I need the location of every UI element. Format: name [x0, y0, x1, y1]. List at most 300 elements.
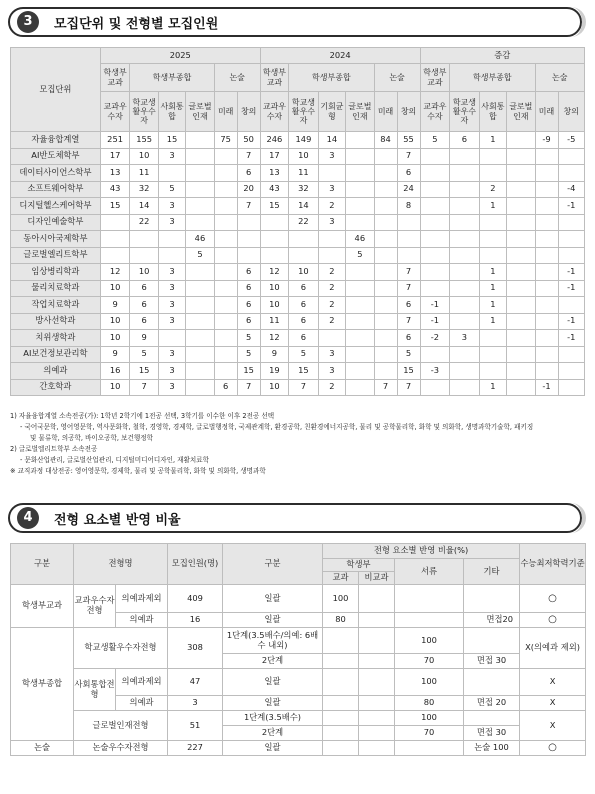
table-cell: 7: [397, 148, 420, 165]
table-cell: 11: [289, 165, 319, 182]
table-cell: 6: [397, 330, 420, 347]
count-cell: 16: [168, 613, 223, 628]
stage-cell: 일괄: [223, 585, 323, 613]
name-gyogwa-usu: 교과우수자전형: [74, 585, 116, 628]
table-cell: [450, 214, 480, 231]
table-cell: 12: [260, 330, 288, 347]
header-changui: 창의: [237, 92, 260, 132]
stage-cell: 2단계: [223, 654, 323, 669]
header-saenghwal: 학교생활우수자: [130, 92, 158, 132]
table-cell: 5: [346, 247, 374, 264]
table-cell: 10: [130, 148, 158, 165]
table-cell: 9: [130, 330, 158, 347]
section-number: 4: [17, 507, 39, 529]
table-cell: [507, 264, 535, 281]
recruitment-table: [10, 47, 585, 396]
interview-cell: 면접20: [464, 613, 520, 628]
table-cell: [158, 247, 185, 264]
header-jonghap: 학생부종합: [130, 64, 214, 92]
table-cell: [479, 346, 506, 363]
table-cell: [214, 198, 237, 215]
table-cell: 1: [479, 264, 506, 281]
table-cell: 15: [289, 363, 319, 380]
table-cell: [374, 214, 397, 231]
table-row: [11, 379, 585, 396]
header-global: 글로벌인재: [346, 92, 374, 132]
table-cell: 75: [214, 132, 237, 149]
x-mark: X: [520, 711, 586, 741]
unit-name: 디자인예술학부: [11, 214, 101, 231]
table-cell: 2: [318, 379, 345, 396]
table-cell: [214, 313, 237, 330]
table-cell: [420, 198, 450, 215]
table-cell: [535, 330, 558, 347]
table-cell: -1: [558, 313, 584, 330]
table-cell: [450, 280, 480, 297]
header-changui: 창의: [558, 92, 584, 132]
stage-cell: 일괄: [223, 613, 323, 628]
table-cell: [450, 148, 480, 165]
table-cell: [374, 297, 397, 314]
table-cell: [535, 346, 558, 363]
table-cell: [535, 280, 558, 297]
table-cell: 5: [420, 132, 450, 149]
header-gyogwa-usu: 교과우수자: [420, 92, 450, 132]
table-cell: 3: [318, 363, 345, 380]
unit-name: 방사선학과: [11, 313, 101, 330]
header-global: 글로벌인재: [507, 92, 535, 132]
unit-name: 자율융합계열: [11, 132, 101, 149]
table-cell: 10: [100, 330, 130, 347]
unit-name: 의예과: [11, 363, 101, 380]
table-cell: -1: [558, 330, 584, 347]
table-cell: [186, 181, 214, 198]
table-cell: -1: [420, 297, 450, 314]
table-cell: 10: [100, 313, 130, 330]
table-cell: 5: [237, 346, 260, 363]
table-cell: [479, 247, 506, 264]
table-cell: [479, 363, 506, 380]
table-cell: 1: [479, 198, 506, 215]
table-cell: 17: [260, 148, 288, 165]
table-cell: [507, 247, 535, 264]
table-cell: 3: [158, 264, 185, 281]
table-row: [11, 231, 585, 248]
table-cell: [260, 247, 288, 264]
table-cell: 43: [260, 181, 288, 198]
table-cell: [346, 346, 374, 363]
count-cell: 409: [168, 585, 223, 613]
table-cell: 3: [158, 198, 185, 215]
table-cell: 2: [318, 313, 345, 330]
table-cell: [450, 231, 480, 248]
table-cell: 5: [289, 346, 319, 363]
header-saeng: 학생부: [323, 559, 395, 572]
x-mark: X: [520, 696, 586, 711]
table-cell: [346, 379, 374, 396]
table-cell: [374, 181, 397, 198]
circle-mark: ○: [520, 585, 586, 613]
table-cell: [289, 231, 319, 248]
header-mirae: 미래: [214, 92, 237, 132]
footnote: ※ 교직과정 대상전공: 영어영문학, 경제학, 물리 및 공학물리학, 화학 및 의화학, 생명과학: [10, 466, 266, 475]
table-cell: 16: [100, 363, 130, 380]
table-cell: [374, 346, 397, 363]
table-cell: [535, 198, 558, 215]
table-cell: [535, 214, 558, 231]
header-mirae: 미래: [535, 92, 558, 132]
header-saenghwal: 학교생활우수자: [450, 92, 480, 132]
header-2025: 2025: [100, 48, 260, 64]
table-cell: [450, 346, 480, 363]
table-cell: 10: [289, 148, 319, 165]
table-cell: [289, 247, 319, 264]
table-cell: [214, 181, 237, 198]
table-cell: 5: [130, 346, 158, 363]
sub-uiye-excl: 의예과제외: [116, 669, 168, 696]
table-cell: [214, 264, 237, 281]
table-cell: [346, 330, 374, 347]
table-cell: 10: [130, 264, 158, 281]
table-cell: [558, 363, 584, 380]
table-cell: 7: [374, 379, 397, 396]
header-jonghap: 학생부종합: [450, 64, 535, 92]
table-cell: 14: [130, 198, 158, 215]
table-cell: 46: [346, 231, 374, 248]
table-cell: [186, 214, 214, 231]
table-cell: -1: [558, 264, 584, 281]
table-cell: [450, 313, 480, 330]
table-cell: [420, 346, 450, 363]
table-cell: [420, 165, 450, 182]
count-cell: 51: [168, 711, 223, 741]
table-cell: [507, 280, 535, 297]
value-cell: 80: [323, 613, 359, 628]
table-cell: [214, 346, 237, 363]
table-cell: 6: [450, 132, 480, 149]
table-cell: [507, 132, 535, 149]
section-3-header: [8, 7, 582, 39]
header-change: 증감: [420, 48, 584, 64]
table-cell: [346, 264, 374, 281]
table-cell: [450, 379, 480, 396]
table-cell: [374, 198, 397, 215]
table-cell: [558, 379, 584, 396]
header-gubun: 구분: [11, 544, 74, 585]
footnote: - 국어국문학, 영어영문학, 역사문화학, 철학, 경영학, 경제학, 글로벌행정학, 국제관계학, 환경공학, 친환경에너지공학, 물리 및 공학물리학, 화학 및 의화학, 생명과학기술학, 패키징: [20, 422, 534, 431]
footnote: 및 물류학, 의공학, 바이오공학, 보건행정학: [30, 433, 153, 442]
table-cell: 246: [260, 132, 288, 149]
table-row: [11, 181, 585, 198]
table-cell: [420, 181, 450, 198]
table-row: [11, 148, 585, 165]
table-cell: [374, 313, 397, 330]
name-sahoe: 사회통합전형: [74, 669, 116, 711]
table-row: [11, 132, 585, 149]
table-cell: [535, 313, 558, 330]
value-cell: 100: [395, 628, 464, 654]
table-cell: 7: [237, 379, 260, 396]
name-saenghwal: 학교생활우수자전형: [74, 628, 168, 669]
sub-uiye-excl: 의예과제외: [116, 585, 168, 613]
table-cell: [479, 148, 506, 165]
table-cell: 11: [260, 313, 288, 330]
table-cell: 3: [158, 148, 185, 165]
header-nonsul: 논술: [535, 64, 584, 92]
table-cell: [346, 363, 374, 380]
table-cell: -5: [558, 132, 584, 149]
table-cell: 17: [100, 148, 130, 165]
table-cell: 20: [237, 181, 260, 198]
table-cell: [186, 264, 214, 281]
stage-cell: 2단계: [223, 726, 323, 741]
table-cell: 10: [100, 280, 130, 297]
table-cell: [420, 280, 450, 297]
table-cell: [158, 330, 185, 347]
stage-cell: 1단계(3.5배수/의예: 6배수 내외): [223, 628, 323, 654]
table-cell: [214, 280, 237, 297]
table-cell: 7: [237, 148, 260, 165]
table-cell: [346, 181, 374, 198]
table-cell: 15: [237, 363, 260, 380]
table-cell: 10: [100, 379, 130, 396]
unit-name: 글로벌엘리트학부: [11, 247, 101, 264]
table-cell: 2: [479, 181, 506, 198]
name-global: 글로벌인재전형: [74, 711, 168, 741]
category-nonsul: 논술: [11, 741, 74, 756]
count-cell: 47: [168, 669, 223, 696]
table-cell: [507, 231, 535, 248]
table-cell: 6: [237, 165, 260, 182]
table-cell: 1: [479, 313, 506, 330]
table-cell: [186, 330, 214, 347]
header-gyogwa-usu: 교과우수자: [100, 92, 130, 132]
header-mirae: 미래: [374, 92, 397, 132]
value-cell: 100: [395, 711, 464, 726]
table-cell: [397, 247, 420, 264]
table-row: [11, 297, 585, 314]
table-cell: [186, 313, 214, 330]
stage-cell: 일괄: [223, 669, 323, 696]
essay-cell: 논술 100: [464, 741, 520, 756]
table-cell: [318, 247, 345, 264]
table-cell: [507, 379, 535, 396]
table-cell: 7: [397, 379, 420, 396]
value-cell: 70: [395, 726, 464, 741]
table-cell: [374, 148, 397, 165]
table-cell: 3: [318, 181, 345, 198]
section-title: 전형 요소별 반영 비율: [54, 513, 181, 528]
stage-cell: 1단계(3.5배수): [223, 711, 323, 726]
table-cell: 149: [289, 132, 319, 149]
table-cell: 6: [130, 313, 158, 330]
header-sahoe: 사회통합: [158, 92, 185, 132]
table-cell: 9: [100, 297, 130, 314]
table-cell: 7: [130, 379, 158, 396]
value-cell: 70: [395, 654, 464, 669]
table-cell: [535, 297, 558, 314]
table-row: [11, 330, 585, 347]
table-cell: [186, 165, 214, 182]
table-cell: 7: [397, 264, 420, 281]
table-cell: 6: [237, 264, 260, 281]
table-cell: [374, 165, 397, 182]
table-cell: [535, 231, 558, 248]
header-jeonhyeong: 전형명: [74, 544, 168, 585]
table-cell: [186, 132, 214, 149]
table-cell: 6: [397, 165, 420, 182]
table-cell: [558, 231, 584, 248]
header-ratio: 전형 요소별 반영 비율(%): [323, 544, 520, 559]
table-cell: [374, 264, 397, 281]
table-cell: [100, 231, 130, 248]
table-cell: [479, 214, 506, 231]
table-cell: [374, 231, 397, 248]
table-cell: 9: [100, 346, 130, 363]
count-cell: 308: [168, 628, 223, 669]
table-cell: [346, 297, 374, 314]
table-cell: 7: [237, 198, 260, 215]
table-cell: 19: [260, 363, 288, 380]
table-cell: [558, 247, 584, 264]
header-gyogwa: 학생부교과: [100, 64, 130, 92]
table-row: [11, 264, 585, 281]
header-seoryu: 서류: [395, 559, 464, 585]
table-cell: [558, 148, 584, 165]
table-cell: 6: [130, 280, 158, 297]
table-cell: 32: [289, 181, 319, 198]
table-cell: -4: [558, 181, 584, 198]
table-cell: [214, 247, 237, 264]
table-cell: [318, 231, 345, 248]
table-cell: [214, 231, 237, 248]
table-cell: [214, 214, 237, 231]
table-cell: [130, 247, 158, 264]
table-cell: 55: [397, 132, 420, 149]
table-cell: [346, 148, 374, 165]
table-cell: 3: [158, 313, 185, 330]
table-cell: 3: [158, 363, 185, 380]
table-cell: 6: [214, 379, 237, 396]
header-gubun2: 구분: [223, 544, 323, 585]
table-cell: [214, 148, 237, 165]
table-cell: [535, 247, 558, 264]
table-cell: [450, 264, 480, 281]
table-cell: [479, 165, 506, 182]
table-cell: 3: [318, 148, 345, 165]
table-row: [11, 363, 585, 380]
unit-name: 물리치료학과: [11, 280, 101, 297]
table-cell: [237, 247, 260, 264]
table-cell: [186, 346, 214, 363]
table-cell: [397, 231, 420, 248]
table-cell: [260, 214, 288, 231]
table-cell: [100, 214, 130, 231]
table-cell: 13: [100, 165, 130, 182]
header-saenghwal: 학교생활우수자: [289, 92, 319, 132]
value-cell: 100: [323, 585, 359, 613]
table-cell: [237, 214, 260, 231]
table-cell: 15: [260, 198, 288, 215]
header-suneung: 수능최저학력기준: [520, 544, 586, 585]
interview-cell: 면접 20: [464, 696, 520, 711]
table-row: [11, 214, 585, 231]
table-cell: [479, 330, 506, 347]
table-cell: [186, 297, 214, 314]
table-cell: [318, 165, 345, 182]
table-cell: 32: [130, 181, 158, 198]
count-cell: 227: [168, 741, 223, 756]
table-cell: 5: [397, 346, 420, 363]
table-cell: 12: [100, 264, 130, 281]
unit-name: AI반도체학부: [11, 148, 101, 165]
table-cell: 22: [289, 214, 319, 231]
count-cell: 3: [168, 696, 223, 711]
table-cell: 3: [158, 280, 185, 297]
table-cell: 10: [289, 264, 319, 281]
unit-name: 간호학과: [11, 379, 101, 396]
table-row: [11, 198, 585, 215]
header-gyogwa: 학생부교과: [420, 64, 450, 92]
table-cell: 3: [158, 379, 185, 396]
circle-mark: ○: [520, 741, 586, 756]
table-cell: [318, 330, 345, 347]
table-cell: [186, 280, 214, 297]
value-cell: 80: [395, 696, 464, 711]
table-cell: 10: [260, 379, 288, 396]
table-cell: [346, 165, 374, 182]
table-cell: 3: [158, 346, 185, 363]
table-cell: [186, 363, 214, 380]
table-cell: 3: [158, 297, 185, 314]
table-cell: [450, 247, 480, 264]
x-mark: X(의예과 제외): [520, 628, 586, 669]
table-cell: [535, 165, 558, 182]
header-gihoe: 기회균형: [318, 92, 345, 132]
table-cell: [420, 231, 450, 248]
table-row: [11, 346, 585, 363]
table-cell: [507, 198, 535, 215]
table-cell: [420, 264, 450, 281]
table-cell: 7: [397, 313, 420, 330]
table-cell: 22: [130, 214, 158, 231]
table-cell: 14: [289, 198, 319, 215]
table-cell: [558, 346, 584, 363]
table-cell: 155: [130, 132, 158, 149]
section-number: 3: [17, 11, 39, 33]
table-cell: [214, 363, 237, 380]
unit-name: 동아시아국제학부: [11, 231, 101, 248]
table-cell: 3: [450, 330, 480, 347]
unit-name: 치위생학과: [11, 330, 101, 347]
table-cell: [346, 214, 374, 231]
table-cell: [214, 330, 237, 347]
table-cell: [214, 165, 237, 182]
table-cell: [158, 231, 185, 248]
table-cell: [507, 330, 535, 347]
footnote: - 문화산업관리, 글로벌산업관리, 디지털미디어디자인, 재활치료학: [20, 455, 210, 464]
table-cell: -1: [558, 280, 584, 297]
table-cell: [535, 363, 558, 380]
table-cell: [450, 198, 480, 215]
table-cell: 10: [260, 280, 288, 297]
header-changui: 창의: [397, 92, 420, 132]
header-2024: 2024: [260, 48, 420, 64]
table-cell: [479, 231, 506, 248]
header-unit: 모집단위: [11, 48, 101, 132]
table-cell: [507, 148, 535, 165]
table-cell: 6: [289, 313, 319, 330]
